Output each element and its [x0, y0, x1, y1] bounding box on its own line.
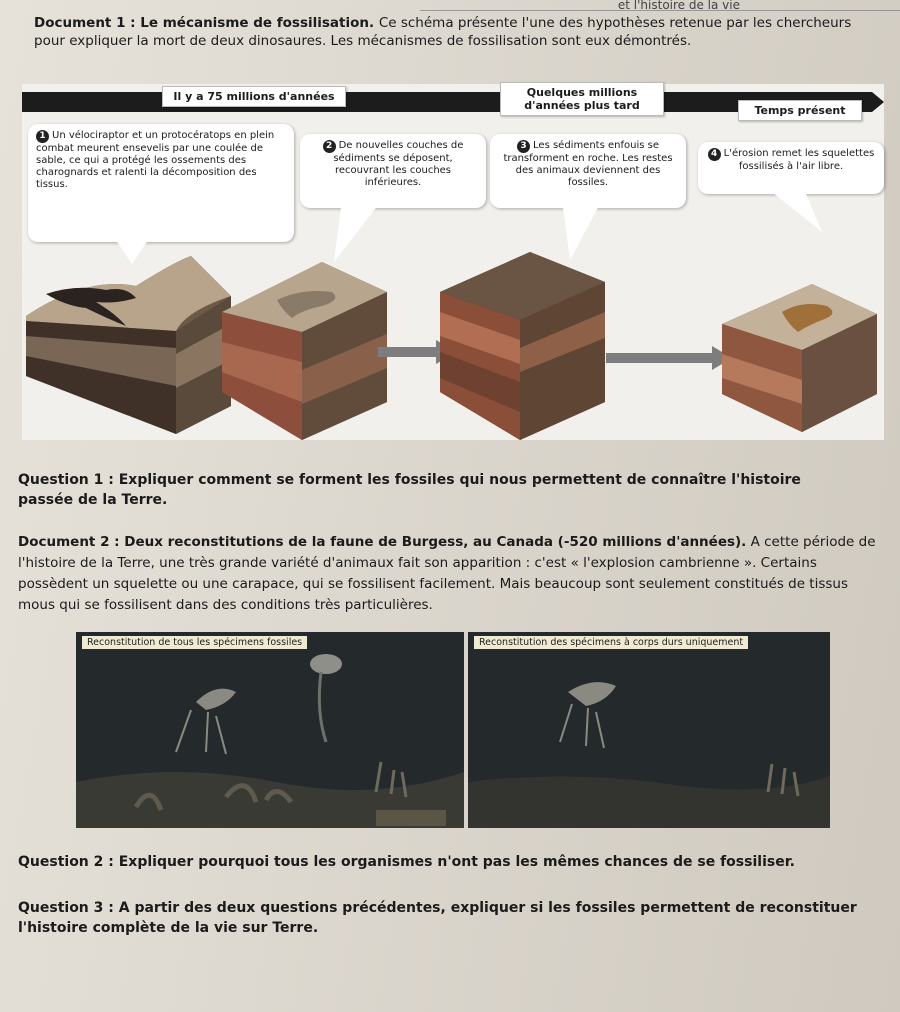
- seafloor-scene-1: [76, 632, 464, 828]
- question-3: [18, 898, 898, 938]
- document-2-heading: Document 2 : Deux reconstitutions de la faune de Burgess, au Canada (-520 millions d'années).: [18, 534, 747, 550]
- step-2-text: De nouvelles couches de sédiments se déposent, recouvrant les couches inférieures.: [333, 140, 464, 188]
- question-1-text: Question 1 : Expliquer comment se forment les fossiles qui nous permettent de connaître l'histoire passée de la Terre.: [18, 472, 801, 508]
- document-2-description: A cette période de l'histoire de la Terre, une très grande variété d'animaux fait son apparition : c'est « l'explosion cambrienne ». Certains possèdent un squelette ou une carapace, qui se fossilisent facilement. Mais beaucoup sont seulement constitués de tissus mous qui se fossilisent dans des conditions très particulières.: [18, 534, 876, 613]
- question-3-text: Question 3 : A partir des deux questions précédentes, expliquer si les fossiles permettent de reconstituer l'histoire complète de la vie sur Terre.: [18, 900, 857, 936]
- time-label-75-million: Il y a 75 millions d'années: [162, 86, 346, 107]
- step-number-1: 1: [36, 130, 49, 143]
- step-number-3: 3: [517, 140, 530, 153]
- question-2: [18, 852, 878, 872]
- photo-1-label: Reconstitution de tous les spécimens fossiles: [82, 636, 307, 649]
- step-4-text: L'érosion remet les squelettes fossilisés à l'air libre.: [723, 148, 875, 172]
- question-1: [18, 470, 858, 510]
- callout-step-1: [28, 124, 294, 242]
- document-1-heading: Document 1 : Le mécanisme de fossilisation.: [34, 15, 375, 31]
- callout-step-3: [490, 134, 686, 208]
- step-number-4: 4: [708, 148, 721, 161]
- rock-block-4: [722, 284, 882, 434]
- step-number-2: 2: [323, 140, 336, 153]
- reconstruction-all-specimens: [76, 632, 464, 828]
- document-1-description: Ce schéma présente l'une des hypothèses retenue par les chercheurs pour expliquer la mort de deux dinosaures. Les mécanismes de fossilisation sont eux démontrés.: [34, 15, 852, 49]
- time-label-present: Temps présent: [738, 100, 862, 121]
- step-1-text: Un vélociraptor et un protocératops en plein combat meurent ensevelis par une coulée de sable, ce qui a protégé les ossements des charognards et ralenti la décomposition des tissus.: [36, 130, 275, 190]
- callout-step-2: [300, 134, 486, 208]
- seafloor-scene-2: [468, 632, 830, 828]
- rock-block-3: [440, 252, 610, 442]
- arrow-2: [606, 346, 736, 370]
- callout-step-4: [698, 142, 884, 194]
- step-3-text: Les sédiments enfouis se transforment en roche. Les restes des animaux deviennent des fossiles.: [503, 140, 673, 188]
- rock-block-2: [222, 262, 392, 442]
- document-1-title: [34, 14, 864, 50]
- reconstruction-hard-bodied: [468, 632, 830, 828]
- question-2-text: Question 2 : Expliquer pourquoi tous les organismes n'ont pas les mêmes chances de se fossiliser.: [18, 854, 795, 870]
- document-2: [18, 532, 888, 616]
- fossilisation-diagram: [22, 84, 884, 440]
- time-label-millions-later: Quelques millions d'années plus tard: [500, 82, 664, 116]
- page-header: et l'histoire de la vie: [617, 0, 740, 12]
- photo-2-label: Reconstitution des spécimens à corps durs uniquement: [474, 636, 748, 649]
- rock-block-1: [26, 256, 236, 436]
